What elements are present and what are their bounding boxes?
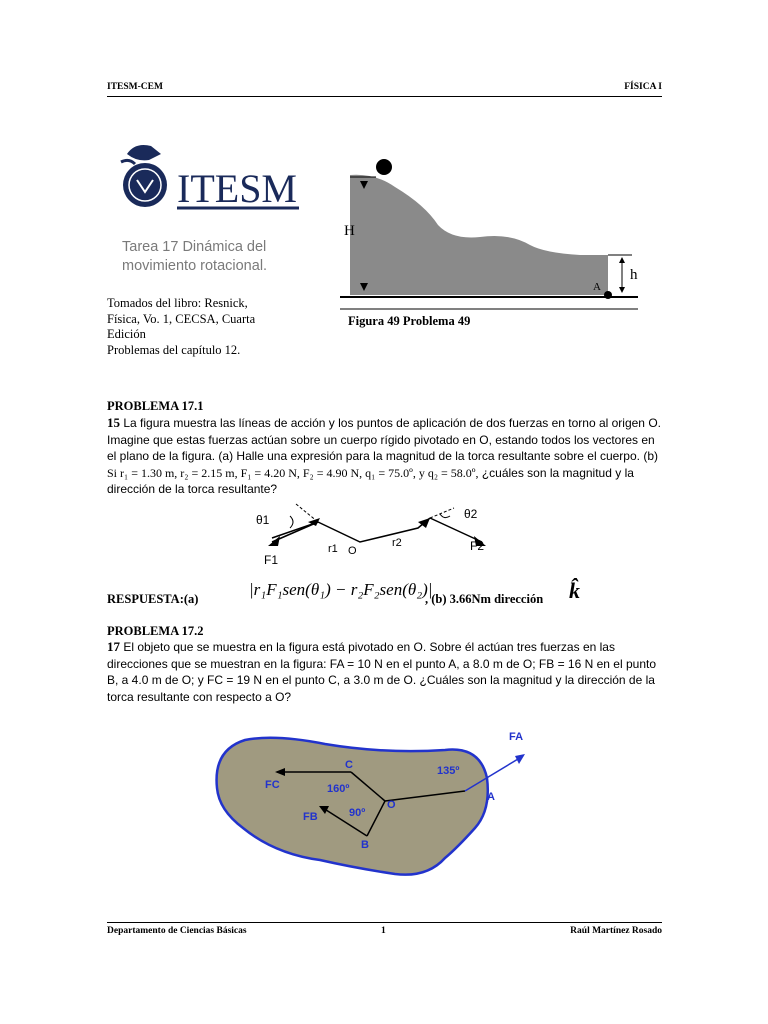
label-FB: FB xyxy=(303,811,318,823)
label-angle-B: 90º xyxy=(349,807,366,819)
label-O2: O xyxy=(387,799,396,811)
source-line4: Problemas del capítulo 12. xyxy=(107,342,241,357)
itesm-logo xyxy=(115,140,305,220)
label-FA: FA xyxy=(509,731,524,743)
label-F1: F1 xyxy=(264,553,279,567)
problem-2-text: 17 El objeto que se muestra en la figura está pivotado en O. Sobre él actúan tres fuerzas en las direcciones que se muestran en la figura: FA = 10 N en el punto A, a 8.0 m de O; FB = 16 N en el punto B, a 4.0 m de O; y FC = 19 N en el punto C, a 3.0 m de O. ¿Cuáles son la magnitud y la dirección de la torca resultante con respecto a O? xyxy=(107,639,656,704)
label-r2: r2 xyxy=(392,537,402,549)
label-theta1: θ1 xyxy=(256,513,270,527)
header-rule xyxy=(107,96,662,97)
answer-label: RESPUESTA:(a) xyxy=(107,592,199,606)
label-FC: FC xyxy=(265,779,280,791)
answer-1 xyxy=(107,578,667,610)
page-number: 1 xyxy=(381,926,386,936)
footer-rule xyxy=(107,922,662,923)
source-note xyxy=(107,296,307,358)
label-C: C xyxy=(345,759,353,771)
problem-2-number: 17 xyxy=(107,639,120,654)
answer-formula: |r₁F₁sen(θ₁) − r₂F₂sen(θ₂)| xyxy=(249,580,433,599)
source-line3: Edición xyxy=(107,327,146,341)
problem-1-text: 15 La figura muestra las líneas de acción y los puntos de aplicación de dos fuerzas en torno al origen O. Imagine que estas fuerzas actúan sobre un cuerpo rígido pivotado en O, estando todos los vectores en el plano de la figura. (a) Halle una expresión para la magnitud de la torca resultante sobre el cuerpo. (b) Si r₁ = 1.30 m, r₂ = 2.15 m, F₁ = 4.20 N, F₂ = 4.90 N, q₁ = 75.0º, y q₂ = 58.0º, ¿cuáles son la magnitud y la dirección de la torca resultante? xyxy=(107,415,661,496)
assignment-title-line2: movimiento rotacional. xyxy=(122,258,268,274)
answer-tail: , (b) 3.66Nm dirección xyxy=(425,592,544,606)
label-H: H xyxy=(344,223,355,239)
label-angle-A: 135º xyxy=(437,765,460,777)
problem-1-title: PROBLEMA 17.1 xyxy=(107,399,204,413)
label-theta2: θ2 xyxy=(464,507,478,521)
label-r1: r1 xyxy=(328,543,338,555)
header-left: ITESM-CEM xyxy=(107,82,163,92)
label-F2: F2 xyxy=(470,539,485,553)
label-A: A xyxy=(487,791,495,803)
unit-vector-k: k̂ xyxy=(569,578,580,603)
figure-49-caption: Figura 49 Problema 49 xyxy=(348,314,471,328)
problem-1-number: 15 xyxy=(107,415,120,430)
footer-left: Departamento de Ciencias Básicas xyxy=(107,926,247,936)
figure-17-1 xyxy=(250,500,510,575)
figure-49 xyxy=(340,155,665,335)
logo-text: ITESM xyxy=(177,166,297,211)
label-angle-C: 160º xyxy=(327,783,350,795)
source-line1: Tomados del libro: Resnick, xyxy=(107,296,248,310)
label-B: B xyxy=(361,839,369,851)
problem-2-title: PROBLEMA 17.2 xyxy=(107,624,204,638)
label-A: A xyxy=(593,281,601,293)
assignment-title xyxy=(122,238,332,276)
ramp-shape xyxy=(350,175,608,295)
label-h: h xyxy=(630,267,638,283)
figure-17-2 xyxy=(205,728,545,888)
seal-icon xyxy=(121,145,167,207)
ball-icon xyxy=(376,159,392,175)
label-O: O xyxy=(348,545,357,557)
source-line2: Física, Vo. 1, CECSA, Cuarta xyxy=(107,311,256,326)
assignment-title-line1: Tarea 17 Dinámica del xyxy=(122,239,267,255)
footer-right: Raúl Martínez Rosado xyxy=(570,926,662,936)
header-right: FÍSICA I xyxy=(624,82,662,92)
